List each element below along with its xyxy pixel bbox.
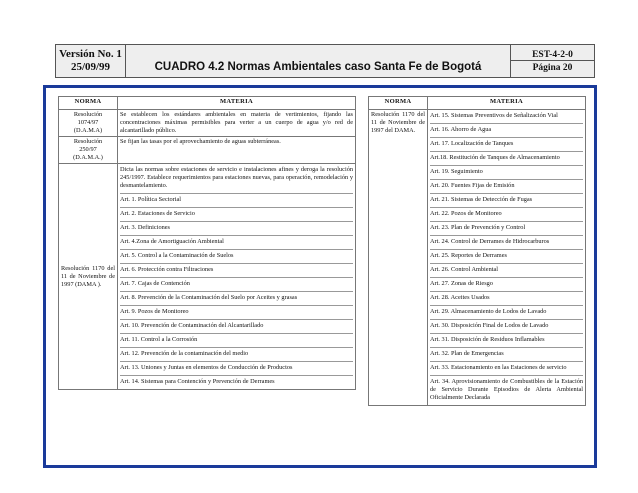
table-row xyxy=(59,137,356,164)
article-item: Art. 3. Definiciones xyxy=(120,222,353,236)
norma-line: (D.A.M.A) xyxy=(73,127,103,134)
article-item: Art.18. Restitución de Tanques de Almacenamiento xyxy=(430,152,583,166)
article-item: Art. 33. Estacionamiento en las Estaciones de servicio xyxy=(430,362,583,376)
article-item: Art. 21. Sistemas de Detección de Fugas xyxy=(430,194,583,208)
materia-header: MATERIA xyxy=(118,97,356,110)
right-norms-table xyxy=(368,96,586,406)
article-item: Art. 13. Uniones y Juntas en elementos de Conducción de Productos xyxy=(120,362,353,376)
norma-line: 1074/97 xyxy=(77,119,99,126)
norma-cell: Resolución 1170 del 11 de Noviembre de 1997 (DAMA ). xyxy=(59,164,118,390)
article-item: Art. 12. Prevención de la contaminación del medio xyxy=(120,348,353,362)
norma-line: 250/97 xyxy=(79,146,97,153)
article-item: Art. 16. Ahorro de Agua xyxy=(430,124,583,138)
article-item: Art. 28. Aceites Usados xyxy=(430,292,583,306)
norma-cell xyxy=(59,110,118,137)
left-norms-table xyxy=(58,96,356,390)
article-item: Art. 34. Aprovisionamiento de Combustibles de la Estación de Servicio Durante Episodios de Alerta Ambiental Oficialmente Declarada xyxy=(430,378,583,401)
document-header xyxy=(55,44,595,78)
article-item: Art. 25. Reportes de Derrames xyxy=(430,250,583,264)
article-item: Art. 24. Control de Derrames de Hidrocarburos xyxy=(430,236,583,250)
article-item: Art. 4.Zona de Amortiguación Ambiental xyxy=(120,236,353,250)
article-item: Art. 9. Pozos de Monitoreo xyxy=(120,306,353,320)
article-item: Art. 14. Sistemas para Contención y Prevención de Derrames xyxy=(120,378,275,385)
materia-cell xyxy=(118,164,356,390)
version-date: 25/09/99 xyxy=(70,61,111,73)
norma-cell xyxy=(59,137,118,164)
article-item: Art. 8. Prevención de la Contaminación del Suelo por Aceites y grasas xyxy=(120,292,353,306)
content-frame xyxy=(43,85,597,468)
page-box xyxy=(510,45,594,77)
version-label: Versión No. 1 xyxy=(59,48,122,60)
norma-header: NORMA xyxy=(59,97,118,110)
page-number: Página 20 xyxy=(532,63,573,73)
document-code: EST-4-2-0 xyxy=(511,45,594,61)
article-item: Art. 1. Política Sectorial xyxy=(120,194,353,208)
table-row xyxy=(369,110,586,406)
article-item: Art. 10. Prevención de Contaminación del Alcantarillado xyxy=(120,320,353,334)
table-header-row xyxy=(369,97,586,110)
materia-header: MATERIA xyxy=(428,97,586,110)
article-item: Art. 27. Zonas de Riesgo xyxy=(430,278,583,292)
norma-cell: Resolución 1170 del 11 de Noviembre de 1997 del DAMA. xyxy=(369,110,428,406)
article-item: Art. 2. Estaciones de Servicio xyxy=(120,208,353,222)
article-item: Art. 19. Seguimiento xyxy=(430,166,583,180)
version-box xyxy=(56,45,126,77)
materia-cell: Se establecen los estándares ambientales en materia de vertimientos, fijando las concentraciones máximas permisibles para verter a un cuerpo de agua y/o red de alcantarillado público. xyxy=(118,110,356,137)
norma-header: NORMA xyxy=(369,97,428,110)
article-item: Art. 20. Fuentes Fijas de Emisión xyxy=(430,180,583,194)
norma-line: Resolución xyxy=(73,138,103,145)
article-item: Art. 31. Disposición de Residuos Inflamables xyxy=(430,334,583,348)
article-item: Art. 5. Control a la Contaminación de Suelos xyxy=(120,250,353,264)
article-item: Art. 29. Almacenamiento de Lodos de Lavado xyxy=(430,306,583,320)
norma-line: Resolución xyxy=(73,111,103,118)
table-row xyxy=(59,164,356,390)
norma-line: (D.A.M.A.) xyxy=(73,154,103,161)
article-item: Art. 30. Disposición Final de Lodos de Lavado xyxy=(430,320,583,334)
materia-cell: Se fijan las tasas por el aprovechamiento de aguas subterráneas. xyxy=(118,137,356,164)
article-item: Art. 32. Plan de Emergencias xyxy=(430,348,583,362)
article-item: Art. 15. Sistemas Preventivos de Señalización Vial xyxy=(430,110,583,124)
materia-cell xyxy=(428,110,586,406)
article-item: Art. 6. Protección contra Filtraciones xyxy=(120,264,353,278)
article-item: Art. 26. Control Ambiental xyxy=(430,264,583,278)
article-item: Dicta las normas sobre estaciones de servicio e instalaciones afines y deroga la resolución 245/1997. Establece requerimientos para estaciones nuevas, para operación, remodelación y desmantelamiento. xyxy=(120,164,353,194)
article-item: Art. 23. Plan de Prevención y Control xyxy=(430,222,583,236)
table-row xyxy=(59,110,356,137)
table-header-row xyxy=(59,97,356,110)
article-item: Art. 7. Cajas de Contención xyxy=(120,278,353,292)
document-title: CUADRO 4.2 Normas Ambientales caso Santa Fe de Bogotá xyxy=(154,61,482,73)
article-item: Art. 22. Pozos de Monitoreo xyxy=(430,208,583,222)
article-item: Art. 11. Control a la Corrosión xyxy=(120,334,353,348)
article-item: Art. 17. Localización de Tanques xyxy=(430,138,583,152)
